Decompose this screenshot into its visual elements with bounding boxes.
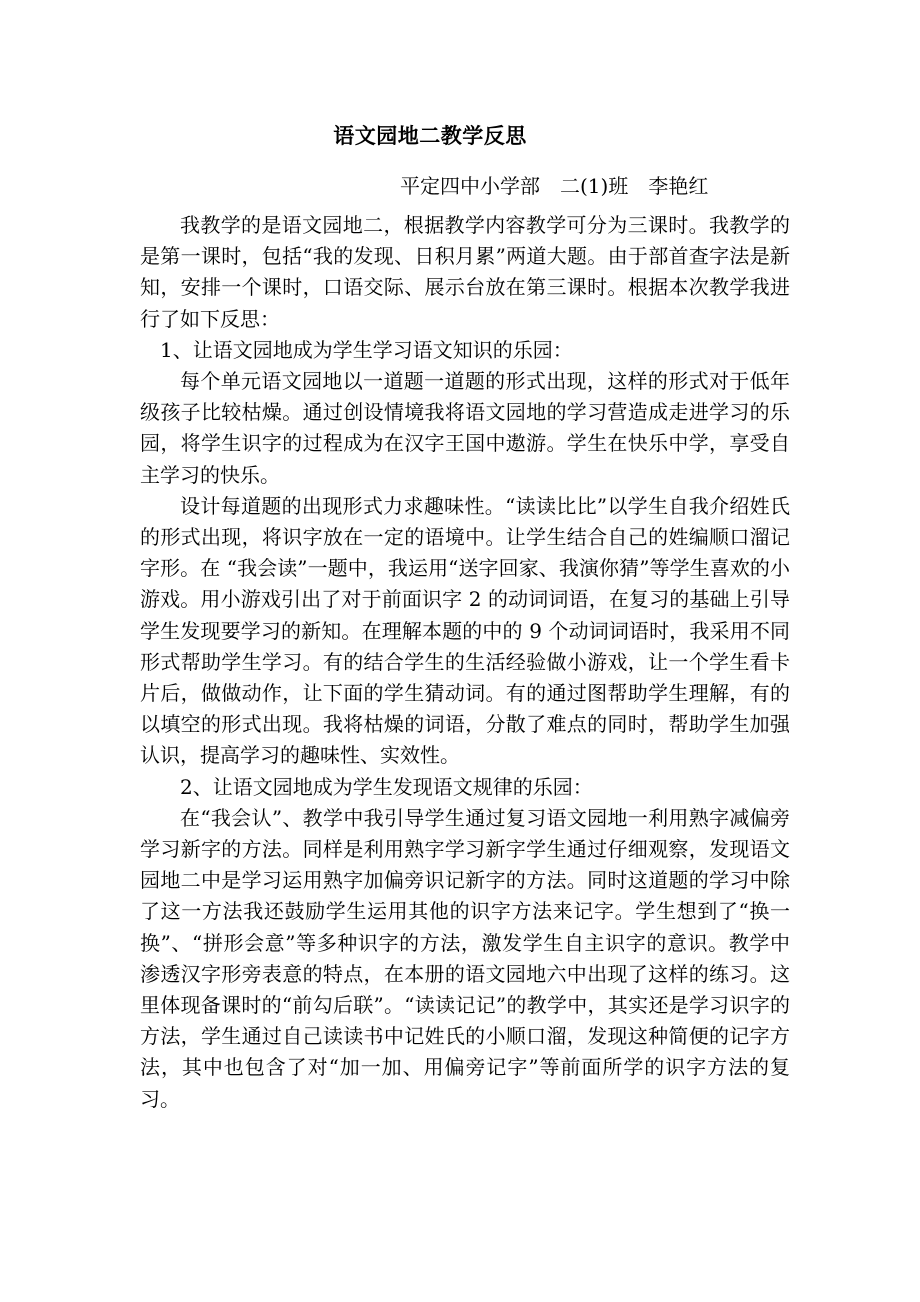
document-title: 语文园地二教学反思 (333, 123, 527, 148)
author-byline: 平定四中小学部 二(1)班 李艳红 (400, 174, 709, 198)
paragraph-intro: 我教学的是语文园地二，根据教学内容教学可分为三课时。我教学的是第一课时，包括“我的发现、日积月累”两道大题。由于部首查字法是新知，安排一个课时，口语交际、展示台放在第三课时。根据本次教学我进行了如下反思： (140, 213, 790, 331)
section-heading-1: 1、让语文园地成为学生学习语文知识的乐园： (160, 337, 573, 362)
document-body (140, 210, 790, 1115)
paragraph-section1-b: 设计每道题的出现形式力求趣味性。“读读比比”以学生自我介绍姓氏的形式出现，将识字放在一定的语境中。让学生结合自己的姓编顺口溜记字形。在 “我会读”一题中，我运用“送字回家、我演你猜”等学生喜欢的小游戏。用小游戏引出了对于前面识字 2 的动词词语，在复习的基础上引导学生发现要学习的新知。在理解本题的中的 9 个动词词语时，我采用不同形式帮助学生学习。有的结合学生的生活经验做小游戏，让一个学生看卡片后，做做动作，让下面的学生猜动词。有的通过图帮助学生理解，有的以填空的形式出现。我将枯燥的词语，分散了难点的同时，帮助学生加强认识，提高学习的趣味性、实效性。 (140, 493, 790, 768)
paragraph-section1-a: 每个单元语文园地以一道题一道题的形式出现，这样的形式对于低年级孩子比较枯燥。通过创设情境我将语文园地的学习营造成走进学习的乐园，将学生识字的过程成为在汉字王国中遨游。学生在快乐中学，享受自主学习的快乐。 (140, 369, 790, 487)
section-heading-2: 2、让语文园地成为学生发现语文规律的乐园： (180, 774, 593, 799)
paragraph-section2-a: 在“我会认”、教学中我引导学生通过复习语文园地一利用熟字减偏旁学习新字的方法。同样是利用熟字学习新字学生通过仔细观察，发现语文园地二中是学习运用熟字加偏旁识记新字的方法。同时这道题的学习中除了这一方法我还鼓励学生运用其他的识字方法来记字。学生想到了“换一换”、“拼形会意”等多种识字的方法，激发学生自主识字的意识。教学中渗透汉字形旁表意的特点，在本册的语文园地六中出现了这样的练习。这里体现备课时的“前勾后联”。“读读记记”的教学中，其实还是学习识字的方法，学生通过自己读读书中记姓氏的小顺口溜，发现这种简便的记字方法，其中也包含了对“加一加、用偏旁记字”等前面所学的识字方法的复习。 (140, 805, 790, 1111)
